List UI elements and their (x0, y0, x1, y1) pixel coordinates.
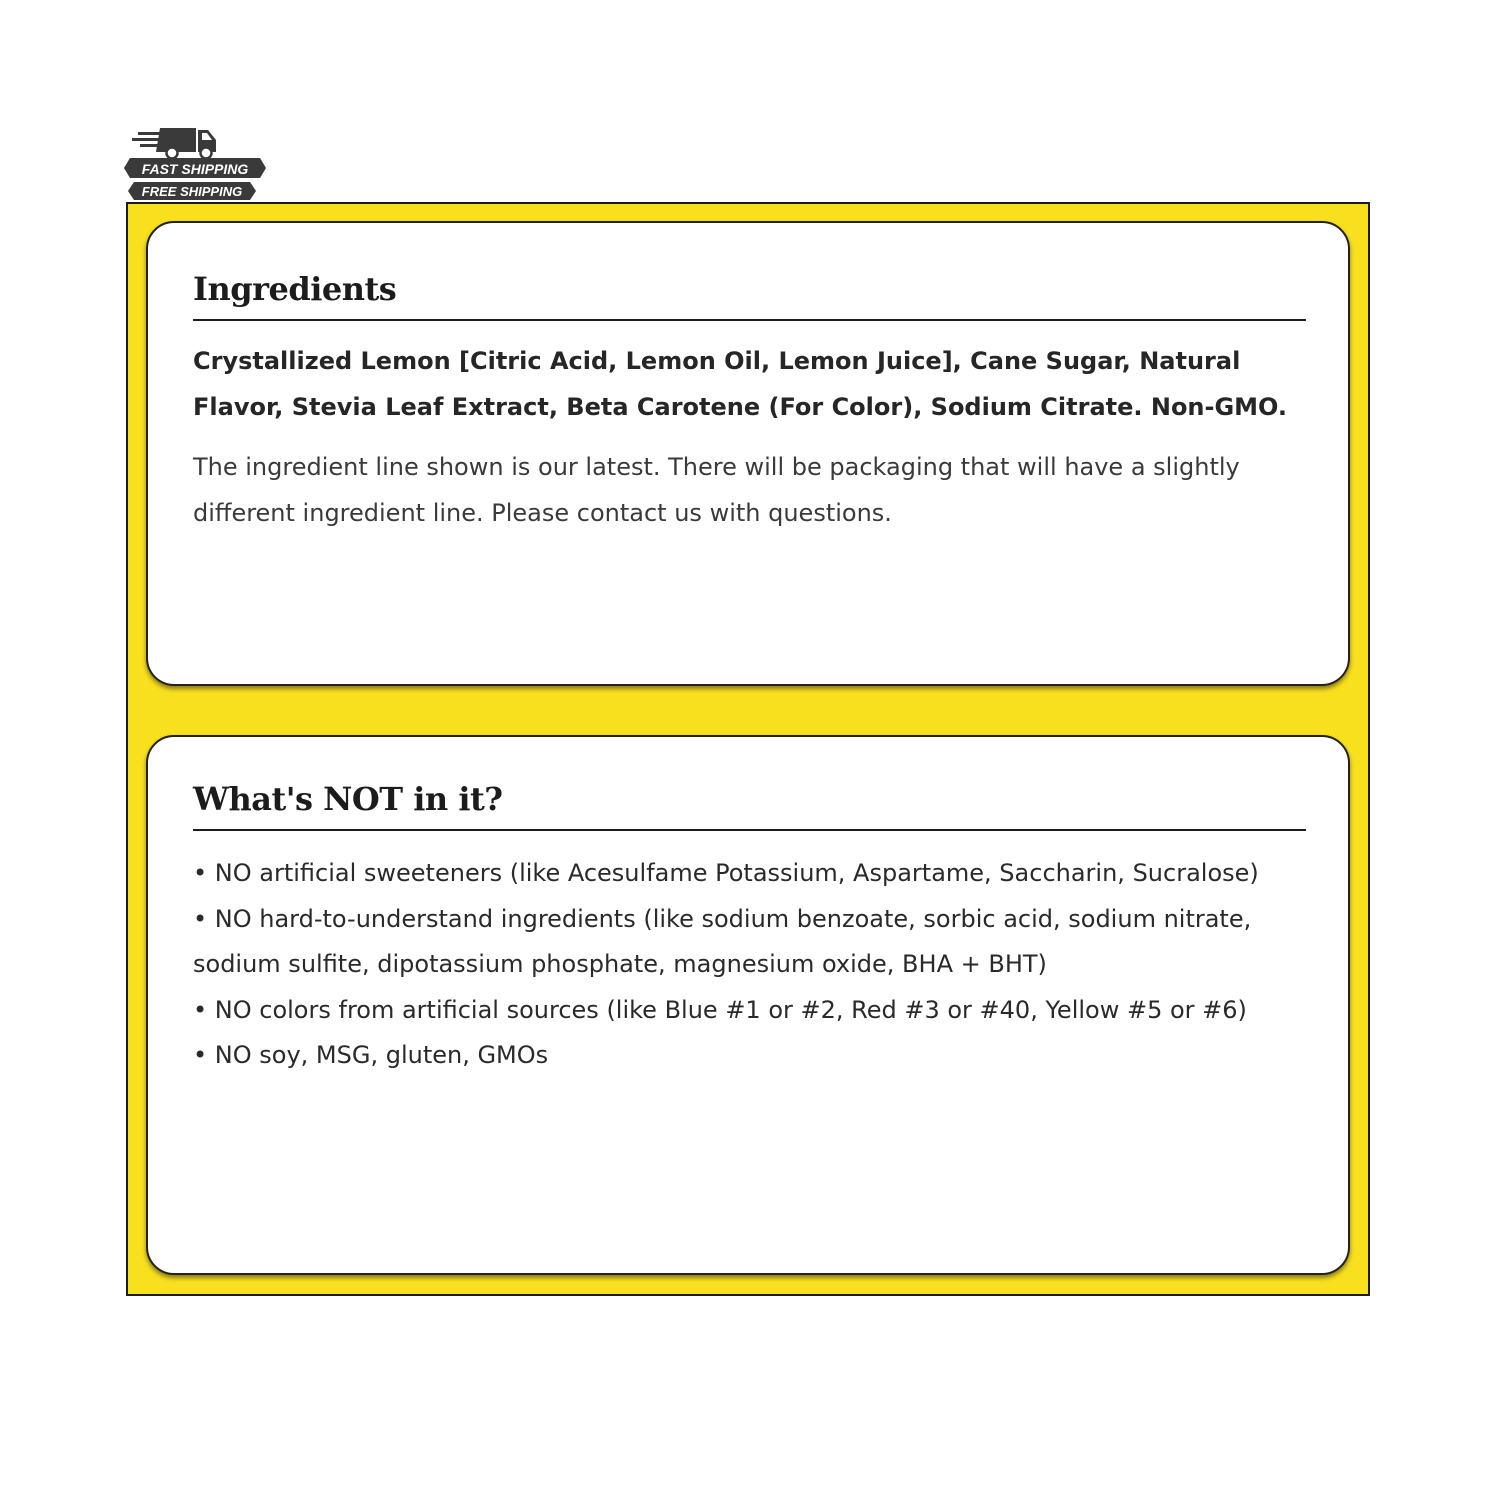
not-in-it-card (146, 735, 1350, 1275)
ingredient-note: The ingredient line shown is our latest. There will be packaging that will have a slightly different ingredient line. Please contact us with questions. (193, 453, 1240, 527)
list-item: • NO soy, MSG, gluten, GMOs (193, 1041, 549, 1069)
list-item: • NO colors from artificial sources (like Blue #1 or #2, Red #3 or #40, Yellow #5 or #6) (193, 995, 1247, 1024)
svg-text:FAST SHIPPING: FAST SHIPPING (141, 161, 249, 177)
svg-text:FREE SHIPPING: FREE SHIPPING (141, 184, 243, 199)
list-item: • NO hard-to-understand ingredients (like sodium benzoate, sorbic acid, sodium nitrate, sodium sulfite, dipotassium phosphate, magnesium oxide, BHA + BHT) (193, 904, 1252, 978)
ingredient-list: Crystallized Lemon [Citric Acid, Lemon Oil, Lemon Juice], Cane Sugar, Natural Flavor, Stevia Leaf Extract, Beta Carotene (For Color), Sodium Citrate. Non-GMO. (193, 347, 1288, 421)
list-item: • NO artificial sweeteners (like Acesulfame Potassium, Aspartame, Saccharin, Sucralose) (193, 859, 1259, 887)
ingredients-heading: Ingredients (193, 267, 1306, 321)
not-in-it-list (193, 851, 1306, 1079)
not-in-it-heading: What's NOT in it? (193, 777, 1306, 831)
ingredients-card (146, 221, 1350, 686)
